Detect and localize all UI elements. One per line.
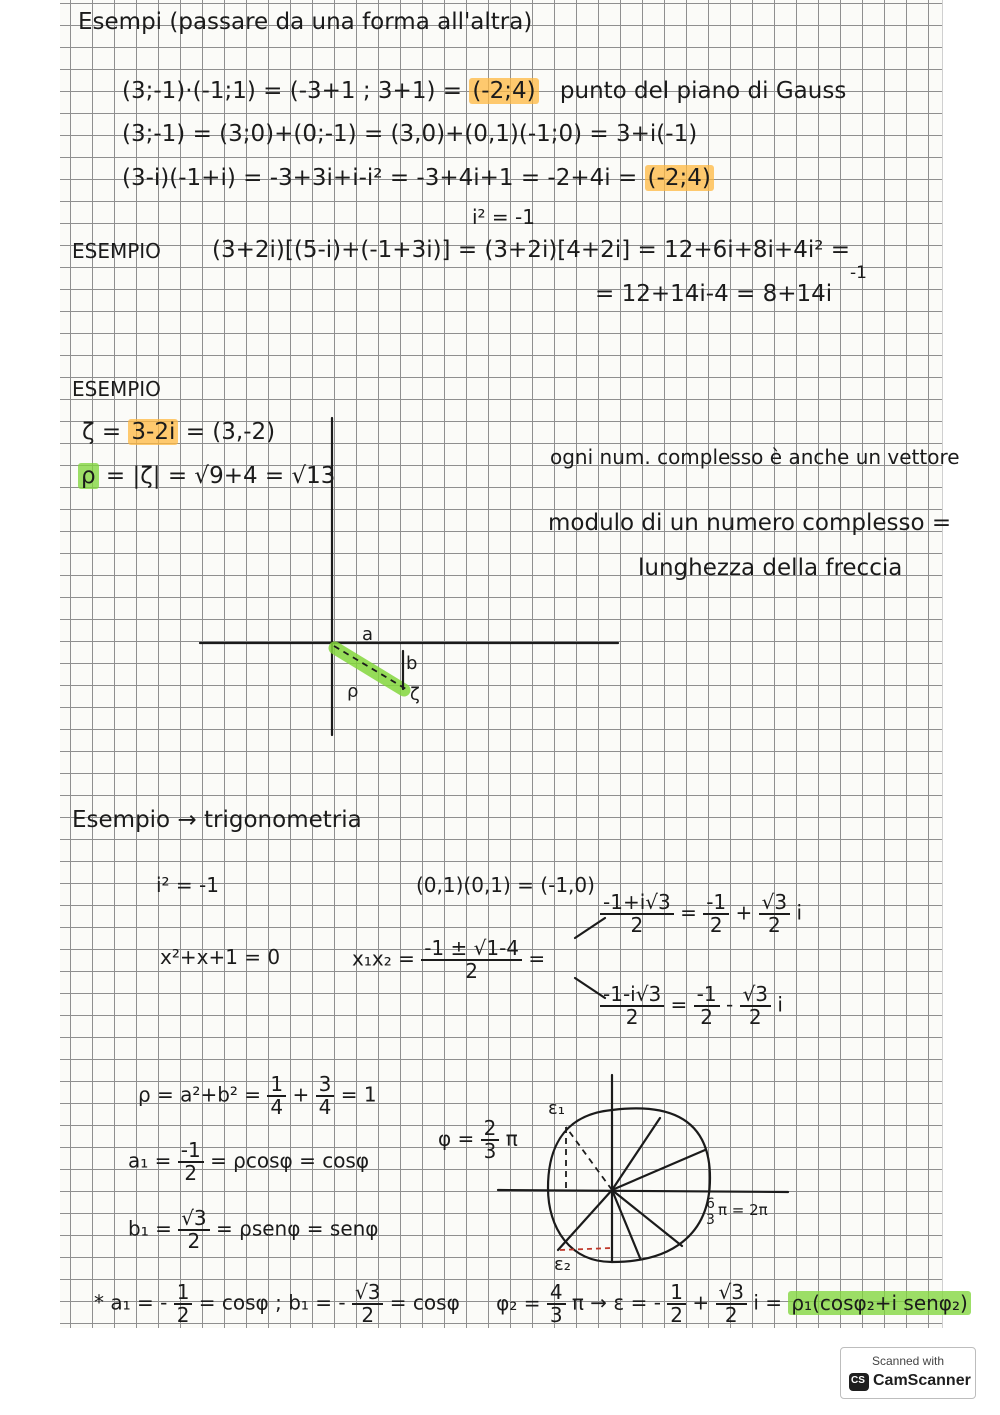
trig-root-2-num: -1-i√3 (600, 984, 664, 1007)
trig-rho-end: = 1 (340, 1082, 377, 1107)
trig-last-phi-frac (547, 1282, 566, 1326)
example-2-rho-rest: = |ζ| = √9+4 = √13 (105, 463, 336, 489)
trig-x12-label: x₁x₂ = (352, 946, 415, 971)
example-2-rho-symbol: ρ (78, 463, 99, 489)
trig-last-f1 (174, 1282, 193, 1326)
trig-a1-den: 2 (184, 1161, 198, 1185)
example-2-z-highlight: 3-2i (128, 419, 178, 445)
trig-last-phi-post: π → (571, 1290, 608, 1315)
eq-line-1-result: (-2;4) (469, 78, 538, 104)
trig-last-e1 (667, 1282, 686, 1326)
example-label-2: ESEMPIO (72, 377, 161, 401)
trig-last-f1-den: 2 (176, 1303, 190, 1327)
trig-rho-f1-den: 4 (270, 1095, 284, 1119)
trig-root-2-den: 2 (625, 1005, 639, 1029)
trig-last-e1-num: 1 (667, 1282, 686, 1305)
trig-root-2-a-num: -1 (694, 984, 720, 1007)
trig-last-e1-den: 2 (670, 1303, 684, 1327)
trig-last-f2 (352, 1282, 383, 1326)
camscanner-logo-icon (849, 1373, 869, 1391)
circle-dashed-z1 (566, 1127, 612, 1190)
trig-root-1-b-num: √3 (759, 892, 790, 915)
example-2-z-suffix: = (3,-2) (185, 419, 276, 445)
trig-i-squared: i² = -1 (156, 873, 219, 897)
trig-rho-plus: + (292, 1082, 310, 1107)
trig-x12-numerator: -1 ± √1-4 (421, 938, 522, 961)
eq-line-2: (3;-1) = (3;0)+(0;-1) = (3,0)+(0,1)(-1;0) = 3+i(-1) (122, 121, 698, 147)
trig-last-phi: φ₂ = (496, 1290, 541, 1315)
circle-x-axis (498, 1190, 788, 1192)
trig-root-1-a-num: -1 (703, 892, 729, 915)
watermark-top-text: Scanned with (871, 1354, 945, 1368)
trig-phi-pre: φ = (438, 1126, 475, 1151)
trig-a1-num: -1 (178, 1140, 204, 1163)
circle-label-angle-num: 6 (706, 1196, 715, 1212)
example-label-1: ESEMPIO (72, 239, 161, 263)
unit-circle (548, 1108, 710, 1262)
trig-phi-den: 3 (483, 1139, 497, 1163)
eq-line-1-expr: (3;-1)·(-1;1) = (-3+1 ; 3+1) = (122, 78, 463, 104)
example-2-note-3: lunghezza della freccia (638, 555, 903, 581)
trig-last-plus: + (692, 1290, 710, 1315)
camscanner-watermark (840, 1347, 976, 1399)
trig-last-e2-den: 2 (724, 1303, 738, 1327)
trig-last-e2 (716, 1282, 747, 1326)
trig-last-f2-den: 2 (361, 1303, 375, 1327)
trig-x12-eq: = (528, 946, 546, 971)
trig-rho-f1-num: 1 (267, 1074, 286, 1097)
trig-rho-expr: ρ = a²+b² = (138, 1082, 262, 1107)
trig-root-1-i: i (796, 900, 803, 925)
trig-last-line (94, 1282, 971, 1326)
notebook-page (60, 0, 968, 1328)
section-title-trig: Esempio → trigonometria (72, 807, 362, 833)
circle-label-z2: ε₂ (554, 1254, 571, 1275)
axis-label-a: a (362, 624, 374, 645)
trig-root-1-den: 2 (630, 913, 644, 937)
trig-b1-pre: b₁ = (128, 1216, 172, 1241)
trig-root-2-a-den: 2 (700, 1005, 714, 1029)
trig-root-2-minus: - (725, 992, 734, 1017)
trig-phi-post: π (505, 1126, 518, 1151)
trig-equation: x²+x+1 = 0 (160, 945, 281, 969)
trig-a1-post: = ρcosφ = cosφ (210, 1148, 370, 1173)
trig-x12-denominator: 2 (465, 959, 478, 983)
unit-circle-diagram (60, 0, 942, 1328)
trig-last-phi-num: 4 (547, 1282, 566, 1305)
trig-last-c: = cosφ (389, 1290, 460, 1315)
example-1-under: -1 (850, 263, 867, 283)
trig-root-1-eq: = (680, 900, 697, 925)
eq-line-3-result: (-2;4) (645, 165, 714, 191)
trig-phi-num: 2 (481, 1118, 500, 1141)
trig-last-e2-num: √3 (716, 1282, 747, 1305)
trig-last-b: = cosφ ; b₁ = - (198, 1290, 346, 1315)
trig-rho-f2-den: 4 (318, 1095, 332, 1119)
trig-root-2-eq: = (670, 992, 688, 1017)
trig-last-f1-num: 1 (174, 1282, 193, 1305)
circle-radius-5 (558, 1190, 612, 1250)
axis-label-z: ζ (410, 684, 420, 705)
trig-root-2-i: i (777, 992, 783, 1017)
trig-root-1-b-den: 2 (768, 913, 781, 937)
trig-root-1-num: -1+i√3 (600, 892, 674, 915)
trig-last-f2-num: √3 (352, 1282, 383, 1305)
example-2-note-1: ogni num. complesso è anche un vettore (550, 445, 960, 469)
trig-b1-num: √3 (178, 1208, 209, 1231)
example-1-line-1: (3+2i)[(5-i)+(-1+3i)] = (3+2i)[4+2i] = 12+6i+8i+4i² = (212, 237, 851, 263)
axis-label-b: b (406, 653, 418, 674)
eq-line-3-note: i² = -1 (472, 205, 535, 229)
camscanner-logo-text: CS (851, 1375, 865, 1386)
example-2-note-2: modulo di un numero complesso = (548, 510, 952, 536)
axis-label-rho: ρ (347, 681, 359, 702)
section-title-esempi: Esempi (passare da una forma all'altra) (78, 9, 533, 35)
trig-last-phi-den: 3 (549, 1303, 563, 1327)
trig-product: (0,1)(0,1) = (-1,0) (416, 873, 595, 897)
example-1-line-2: = 12+14i-4 = 8+14i (595, 281, 833, 307)
trig-last-a: * a₁ = - (94, 1290, 168, 1315)
trig-last-i: i = (753, 1290, 782, 1315)
watermark-brand-name: CamScanner (873, 1372, 971, 1389)
trig-b1-den: 2 (187, 1229, 201, 1253)
trig-root-2-b-num: √3 (740, 984, 771, 1007)
example-2-z-prefix: ζ = (82, 419, 122, 445)
circle-label-angle-post: π = 2π (718, 1201, 768, 1219)
eq-line-1-note: punto del piano di Gauss (559, 78, 847, 104)
eq-line-3-expr: (3-i)(-1+i) = -3+3i+i-i² = -3+4i+1 = -2+4i = (122, 165, 638, 191)
circle-label-z1: ε₁ (548, 1098, 565, 1119)
trig-a1-pre: a₁ = (128, 1148, 172, 1173)
trig-last-highlight: ρ₁(cosφ₂+i senφ₂) (788, 1291, 970, 1315)
circle-red-z2 (560, 1248, 612, 1250)
trig-last-eps: ε = - (613, 1290, 661, 1315)
trig-rho-f2-num: 3 (316, 1074, 335, 1097)
trig-root-2-b-den: 2 (748, 1005, 762, 1029)
trig-root-1-a-den: 2 (709, 913, 723, 937)
trig-root-1-plus: + (735, 900, 753, 925)
circle-label-angle-den: 3 (706, 1212, 715, 1228)
trig-b1-post: = ρsenφ = senφ (216, 1216, 379, 1241)
